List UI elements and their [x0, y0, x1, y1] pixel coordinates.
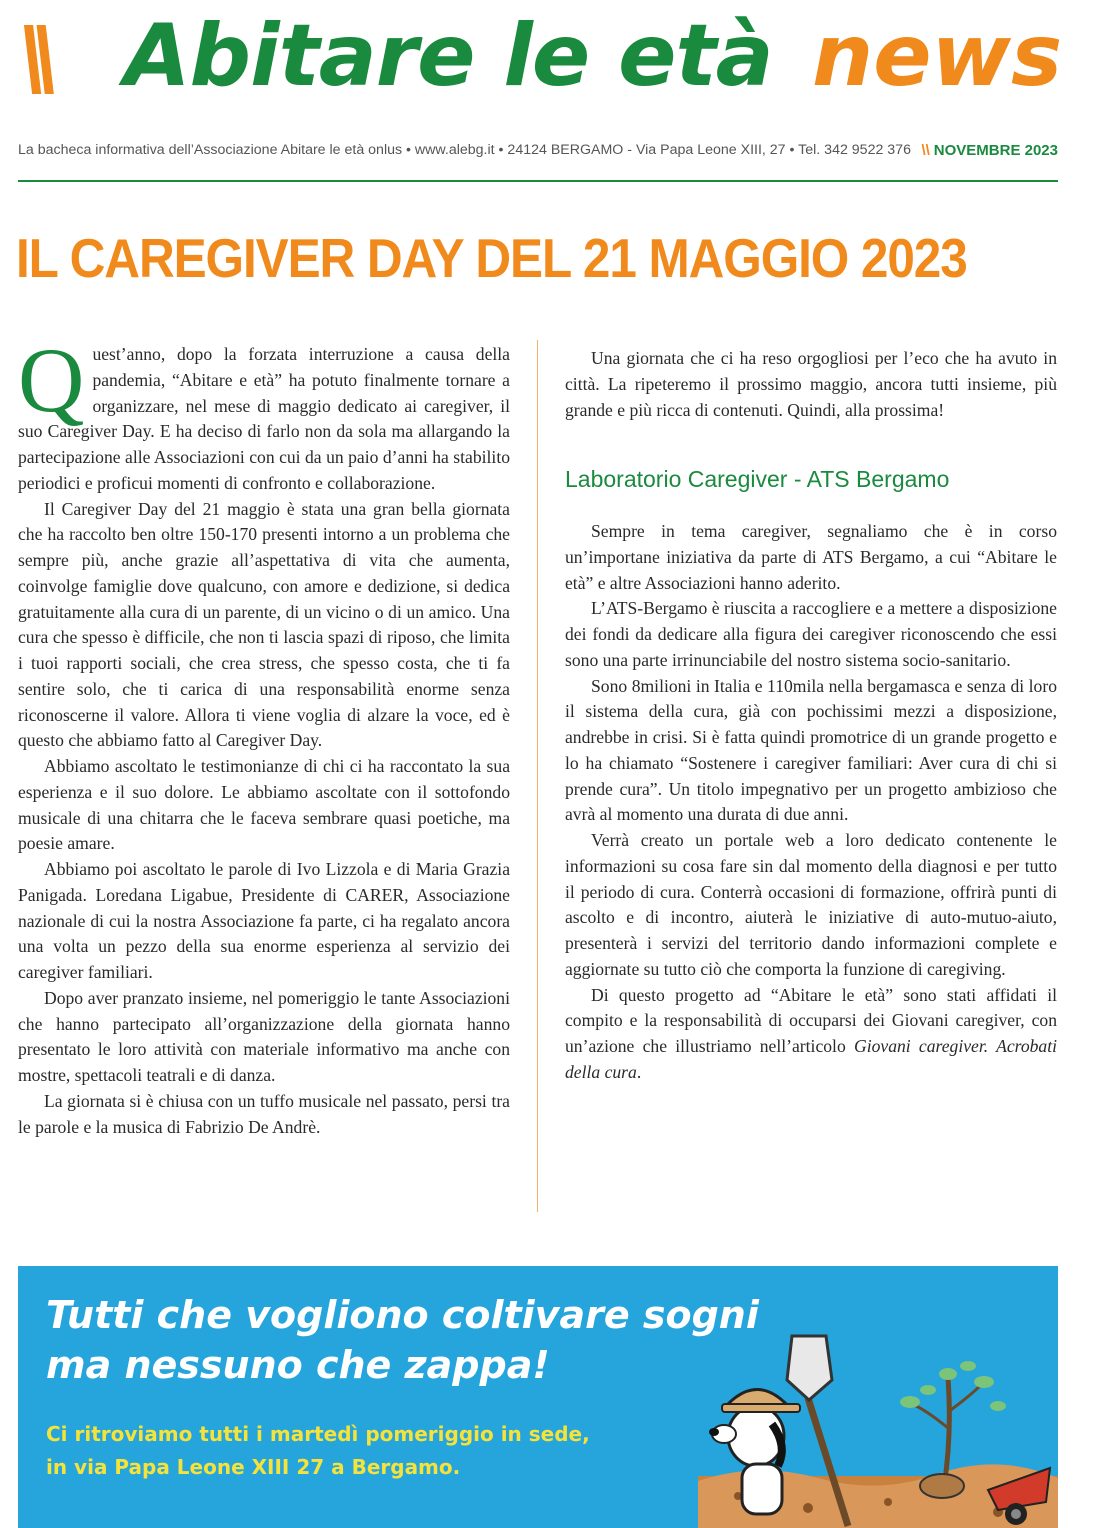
- tagline-row: [18, 142, 1058, 164]
- drop-cap: Q: [18, 329, 85, 431]
- paragraph-text: Di questo progetto ad “Abitare le età” sono stati affidati il compito e la responsabilità di occuparsi dei Giovani caregiver, con un’azione che illustriamo nell’articolo: [565, 984, 1057, 1056]
- banner-title-line: ma nessuno che zappa!: [46, 1343, 550, 1387]
- paragraph-end: .: [636, 1061, 642, 1082]
- paragraph: Verrà creato un portale web a loro dedicato contenente le informazioni su cosa fare sin dal momento della diagnosi e per tutto il periodo di cura. Conterrà occasioni di formazione, offrirà punti di ascolto e di incontro, aiuterà le iniziative di auto-mutuo-aiuto, presenterà i servizi del territorio dando informazioni complete e aggiornate su tutto ciò che comporta la funzione di caregiving.: [565, 830, 1057, 979]
- banner-title-line: Tutti che vogliono coltivare sogni: [46, 1293, 759, 1337]
- promo-banner: [18, 1266, 1058, 1528]
- article-reference: Giovani caregiver. Acrobati della cura: [565, 1036, 1057, 1082]
- issue-label: NOVEMBRE 2023: [933, 142, 1058, 159]
- banner-info: [46, 1418, 726, 1484]
- paragraph: [565, 983, 1057, 1086]
- paragraph-text: uest’anno, dopo la forzata interruzione a causa della pandemia, “Abitare e età” ha potuto finalmente tornare a organizzare, nel mese di maggio dedicato ai caregiver, il suo Caregiver Day. E ha deciso di farlo non da sola ma allargando la partecipazione alle Associazioni con cui da un paio d’anni ha stabilito periodici e proficui momenti di confronto e collaborazione.: [18, 344, 510, 493]
- masthead: [16, 6, 1076, 116]
- right-column: [565, 346, 1057, 1086]
- paragraph: Sempre in tema caregiver, segnaliamo che è in corso un’importane iniziativa da parte di ATS Bergamo, a cui “Abitare le età” e altre Associazioni hanno aderito.: [565, 521, 1057, 593]
- banner-title: [46, 1290, 786, 1390]
- masthead-news: news: [812, 6, 1063, 106]
- tagline: La bacheca informativa dell’Associazione Abitare le età onlus • www.alebg.it • 24124 BERGAMO - Via Papa Leone XIII, 27 • Tel. 342 9522 376: [18, 142, 911, 158]
- banner-info-line: Ci ritroviamo tutti i martedì pomeriggio in sede,: [46, 1422, 590, 1446]
- paragraph: Il Caregiver Day del 21 maggio è stata una gran bella giornata che ha raccolto ben oltre 150-170 presenti intorno a un problema che sempre più, anche grazie all’aspettativa di vita che aumenta, coinvolge famiglie dove qualcuno, con amore e dedizione, si dedica gratuitamente alla cura di un parente, di un vicino o di un amico. Una cura che spesso è difficile, che non ti lascia spazi di riposo, che limita i tuoi rapporti sociali, che crea stress, che spesso costa, che ti fa sentire solo, che ti carica di una responsabilità enorme senza riconoscerne il valore. Allora ti viene voglia di alzare la voce, ed è questo che abbiamo fatto al Caregiver Day.: [18, 498, 510, 751]
- paragraph: La giornata si è chiusa con un tuffo musicale nel passato, persi tra le parole e la musica di Fabrizio De Andrè.: [18, 1090, 510, 1137]
- headline: IL CAREGIVER DAY DEL 21 MAGGIO 2023: [16, 227, 967, 289]
- paragraph: Dopo aver pranzato insieme, nel pomeriggio le tante Associazioni che hanno partecipato all’organizzazione della giornata hanno presentato le loro attività con materiale informativo ma anche con mostre, spettacoli teatrali e di danza.: [18, 987, 510, 1085]
- paragraph: Abbiamo ascoltato le testimonianze di chi ci ha raccontato la sua esperienza e il suo dolore. Le abbiamo ascoltate con il sottofondo musicale di una chitarra che le faceva sembrare quasi poetiche, ma poesie amare.: [18, 756, 510, 854]
- banner-info-line: in via Papa Leone XIII 27 a Bergamo.: [46, 1455, 461, 1479]
- paragraph: Una giornata che ci ha reso orgogliosi per l’eco che ha avuto in città. La ripeteremo il prossimo maggio, ancora tutti insieme, più grande e più ricca di contenuti. Quindi, alla prossima!: [565, 348, 1057, 420]
- paragraph: L’ATS-Bergamo è riuscita a raccogliere e a mettere a disposizione dei fondi da dedicare alla figura dei caregiver riconoscendo che essi sono una parte irrinunciabile del nostro sistema socio-sanitario.: [565, 598, 1057, 670]
- snoopy-gardening-illustration: [698, 1326, 1058, 1528]
- paragraph: Sono 8milioni in Italia e 110mila nella bergamasca e senza di loro il sistema della cura, già con pochissimi mezzi a disposizione, andrebbe in crisi. Si è fatta quindi promotrice di un grande progetto e lo ha chiamato “Sostenere i caregiver familiari: Aver cura di chi si prende cura”. Un titolo impegnativo per un progetto ambizioso che avrà al momento una durata di due anni.: [565, 675, 1057, 825]
- subheading: Laboratorio Caregiver - ATS Bergamo: [565, 466, 950, 493]
- paragraph: [18, 329, 510, 497]
- masthead-title: Abitare le età: [124, 6, 773, 106]
- left-column: [18, 329, 510, 1140]
- issue-slashes: \\: [921, 142, 930, 159]
- column-divider: [537, 340, 538, 1212]
- issue-date: [921, 142, 1058, 159]
- header-rule: [18, 180, 1058, 182]
- masthead-slashes: \\: [18, 8, 44, 106]
- paragraph: Abbiamo poi ascoltato le parole di Ivo Lizzola e di Maria Grazia Panigada. Loredana Ligabue, Presidente di CARER, Associazione nazionale di cui la nostra Associazione fa parte, ci ha regalato ancora una volta un pezzo della sua enorme esperienza al servizio dei caregiver familiari.: [18, 859, 510, 982]
